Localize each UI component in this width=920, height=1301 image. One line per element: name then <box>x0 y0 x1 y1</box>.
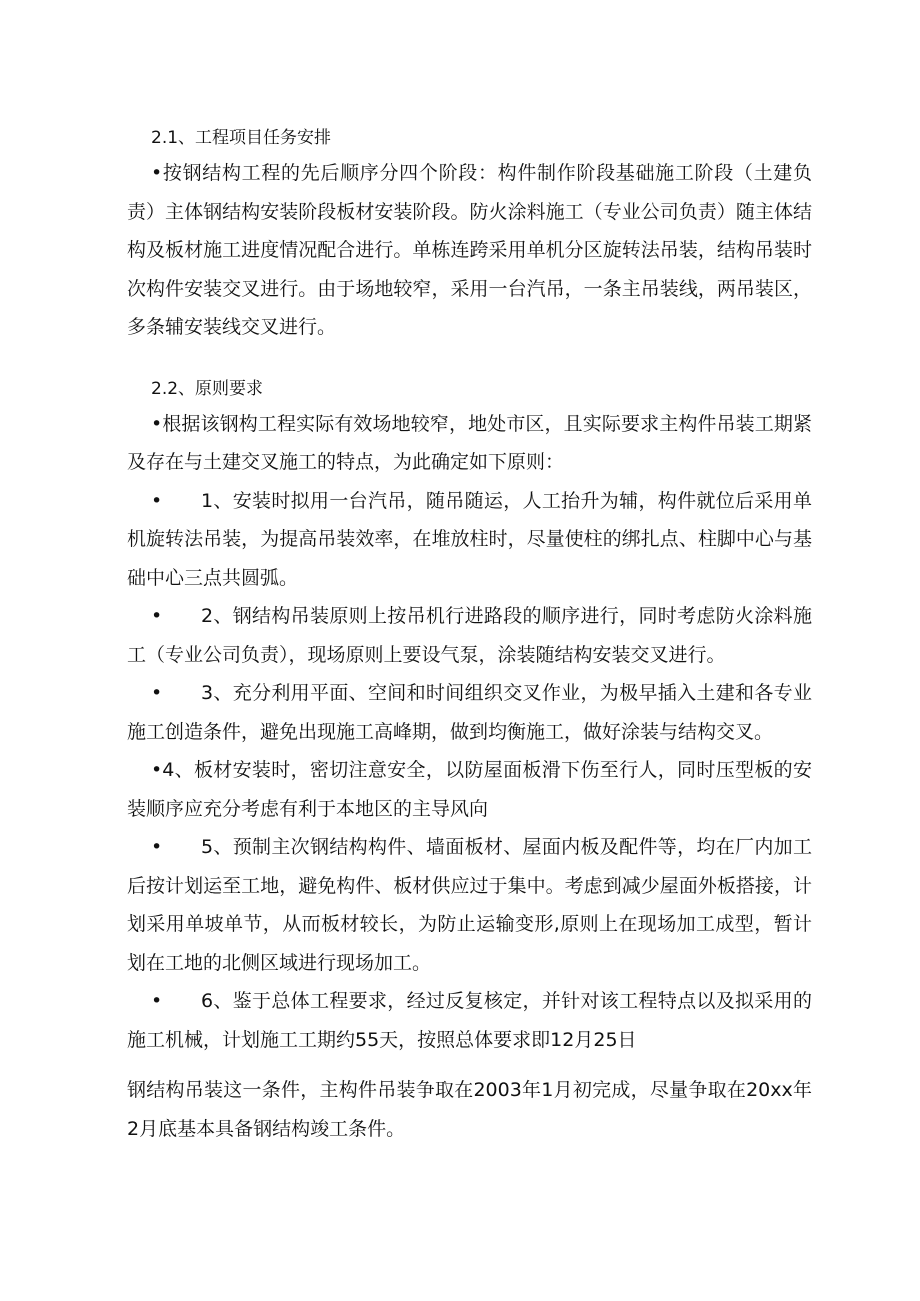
section-spacer <box>127 347 812 373</box>
section-heading-2-1: 2.1、工程项目任务安排 <box>151 128 332 148</box>
principle-item-2 <box>127 597 812 674</box>
principle-item-text: •4、板材安装时，密切注意安全，以防屋面板滑下伤至行人，同时压型板的安装顺序应充分考虑有利于本地区的主导风向 <box>127 759 812 820</box>
principle-item-1 <box>127 482 812 598</box>
paragraph-spacer <box>127 1059 812 1071</box>
principle-item-text: 6、鉴于总体工程要求，经过反复核定，并针对该工程特点以及拟采用的施工机械，计划施工工期约55天，按照总体要求即12月25日 <box>127 990 812 1051</box>
principle-item-text: 5、预制主次钢结构构件、墙面板材、屋面内板及配件等，均在厂内加工后按计划运至工地，避免构件、板材供应过于集中。考虑到减少屋面外板搭接，计划采用单坡单节，从而板材较长，为防止运输变形,原则上在现场加工成型，暂计划在工地的北侧区域进行现场加工。 <box>127 836 812 974</box>
bullet-mark: • <box>151 489 163 512</box>
bullet-mark: • <box>151 836 163 858</box>
document-content <box>127 122 812 1148</box>
principle-item-text: 3、充分利用平面、空间和时间组织交叉作业，为极早插入土建和各专业施工创造条件，避免出现施工高峰期，做到均衡施工，做好涂装与结构交叉。 <box>127 682 812 743</box>
principle-item-3 <box>127 674 812 751</box>
bullet-mark: • <box>151 990 163 1012</box>
principle-item-text: 2、钢结构吊装原则上按吊机行进路段的顺序进行，同时考虑防火涂料施工（专业公司负责），现场原则上要设气泵，涂装随结构安装交叉进行。 <box>127 605 812 666</box>
section-heading-2-2: 2.2、原则要求 <box>151 378 264 399</box>
principle-item-6 <box>127 982 812 1059</box>
principle-item-4 <box>127 751 812 828</box>
principle-item-5 <box>127 828 812 982</box>
closing-paragraph: 钢结构吊装这一条件，主构件吊装争取在2003年1月初完成，尽量争取在20xx年2月底基本具备钢结构竣工条件。 <box>127 1079 812 1140</box>
bullet-mark: • <box>151 682 163 704</box>
principle-item-text: 1、安装时拟用一台汽吊，随吊随运，人工抬升为辅，构件就位后采用单机旋转法吊装，为提高吊装效率，在堆放柱时，尽量使柱的绑扎点、柱脚中心与基础中心三点共圆弧。 <box>127 489 812 589</box>
section-2-2-intro: •根据该钢构工程实际有效场地较窄，地处市区，且实际要求主构件吊装工期紧及存在与土建交叉施工的特点，为此确定如下原则： <box>127 412 812 473</box>
bullet-mark: • <box>151 605 163 627</box>
section-2-1-body: •按钢结构工程的先后顺序分四个阶段：构件制作阶段基础施工阶段（土建负责）主体钢结构安装阶段板材安装阶段。防火涂料施工（专业公司负责）随主体结构及板材施工进度情况配合进行。单栋连跨采用单机分区旋转法吊装，结构吊装时次构件安装交叉进行。由于场地较窄，采用一台汽吊，一条主吊装线，两吊装区，多条辅安装线交叉进行。 <box>127 162 812 338</box>
